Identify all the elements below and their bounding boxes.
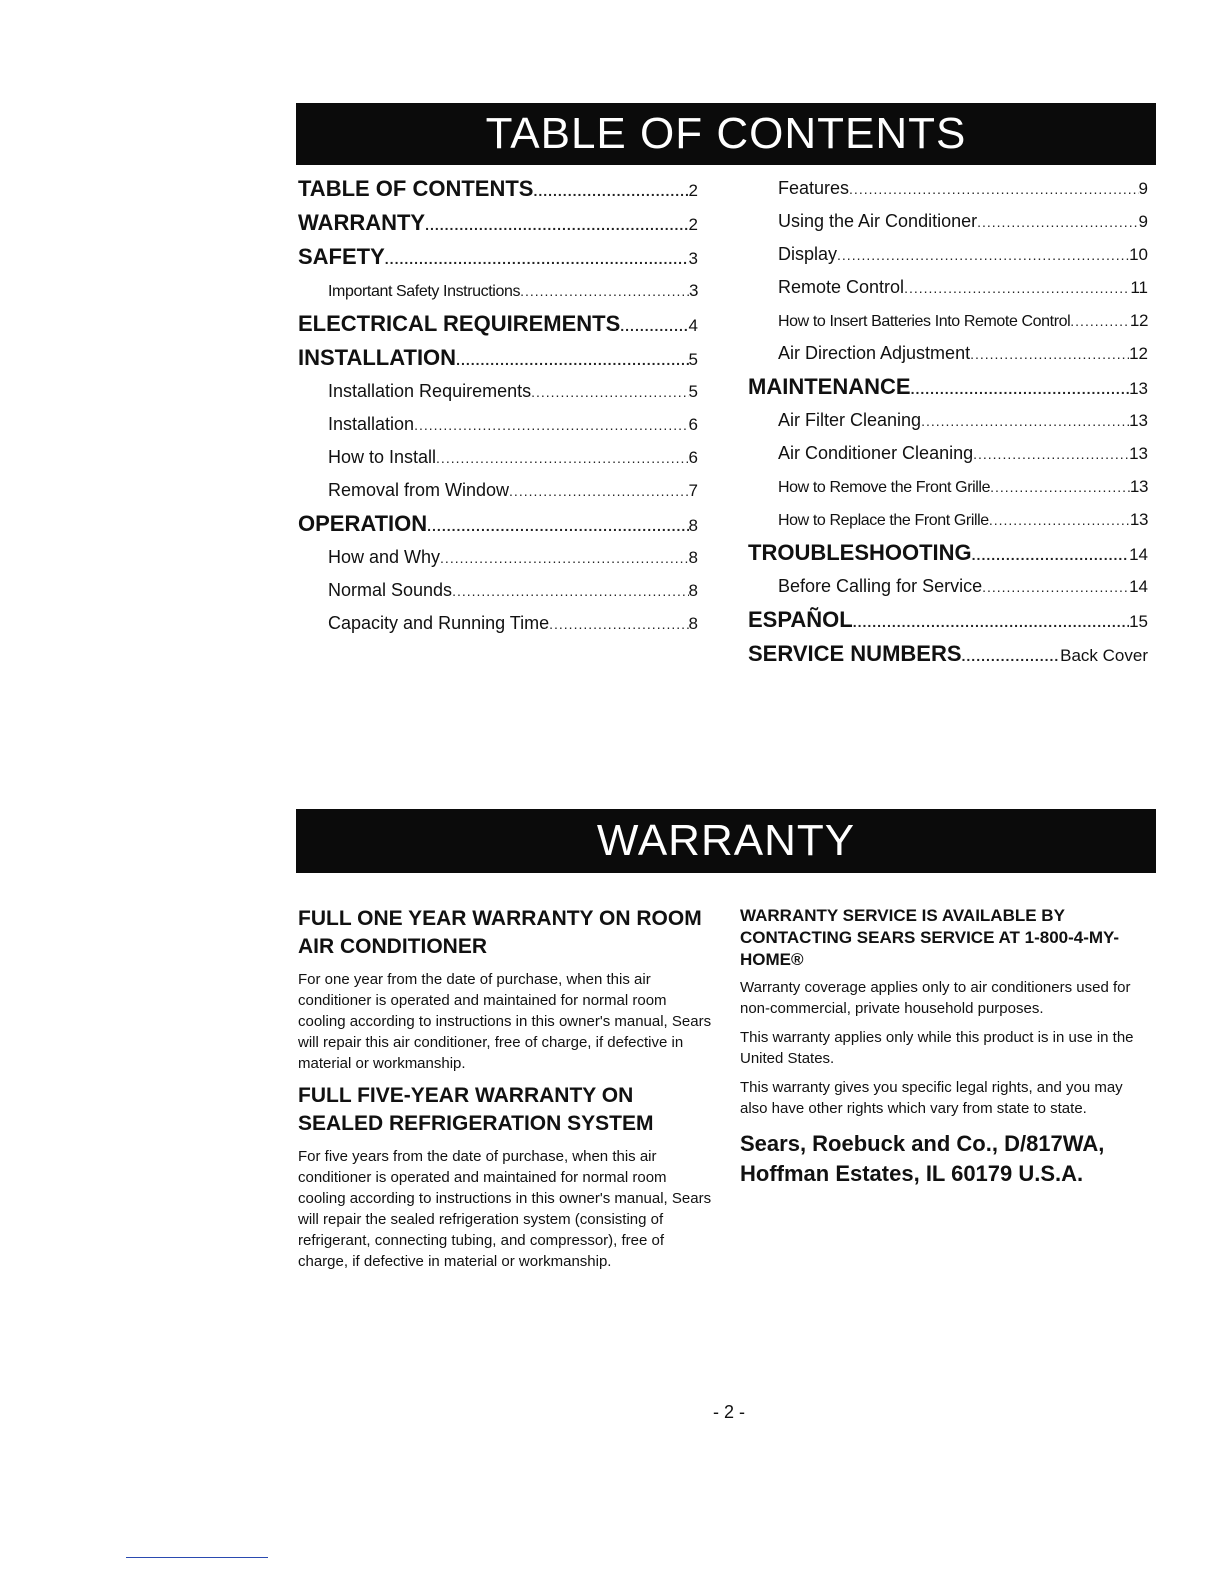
toc-entry-page: 3 bbox=[688, 281, 698, 300]
page-number: - 2 - bbox=[712, 1402, 745, 1422]
toc-dot-leader bbox=[427, 509, 688, 543]
toc-entry-page: 5 bbox=[688, 350, 698, 369]
toc-entry-title: Normal Sounds bbox=[328, 580, 453, 600]
toc-left-column bbox=[298, 172, 698, 640]
toc-dot-leader bbox=[970, 338, 1129, 371]
toc-dot-leader bbox=[977, 206, 1138, 239]
toc-entry-page: 3 bbox=[688, 249, 698, 268]
us-only-text: This warranty applies only while this product is in use in the United States. bbox=[740, 1029, 1134, 1067]
toc-entry-title: Removal from Window bbox=[328, 480, 510, 500]
toc-entry-page: 13 bbox=[1129, 444, 1148, 463]
toc-entry-removal-from-window bbox=[298, 474, 698, 507]
toc-dot-leader bbox=[620, 309, 688, 343]
toc-entry-page: 13 bbox=[1129, 411, 1148, 430]
toc-entry-page: 7 bbox=[688, 481, 698, 500]
toc-entry-title: Capacity and Running Time bbox=[328, 613, 550, 633]
toc-entry-title: Installation Requirements bbox=[328, 381, 532, 401]
toc-dot-leader bbox=[962, 639, 1061, 673]
warranty-left-column bbox=[298, 905, 714, 1280]
sears-address bbox=[740, 1129, 1140, 1189]
toc-entry-page: 4 bbox=[688, 316, 698, 335]
toc-entry-title: Air Direction Adjustment bbox=[778, 343, 971, 363]
toc-banner: TABLE OF CONTENTS bbox=[296, 103, 1156, 165]
toc-dot-leader bbox=[911, 372, 1130, 406]
toc-dot-leader bbox=[982, 571, 1129, 604]
toc-entry-title: Features bbox=[778, 178, 850, 198]
toc-entry-installation bbox=[298, 408, 698, 441]
toc-entry-how-to-replace-the-front-grille bbox=[748, 503, 1148, 536]
toc-entry-page: 14 bbox=[1129, 545, 1148, 564]
toc-entry-how-to-remove-the-front-grille bbox=[748, 470, 1148, 503]
toc-entry-title: Air Conditioner Cleaning bbox=[778, 443, 974, 463]
toc-entry-title: How to Install bbox=[328, 447, 437, 467]
toc-entry-remote-control bbox=[748, 271, 1148, 304]
toc-dot-leader bbox=[849, 173, 1138, 206]
toc-dot-leader bbox=[520, 275, 689, 308]
toc-entry-installation bbox=[298, 341, 698, 375]
toc-dot-leader bbox=[452, 575, 688, 608]
toc-entry-title: MAINTENANCE bbox=[748, 374, 911, 399]
toc-entry-title: Installation bbox=[328, 414, 415, 434]
toc-entry-air-direction-adjustment bbox=[748, 337, 1148, 370]
toc-dot-leader bbox=[853, 605, 1129, 639]
toc-entry-title: Using the Air Conditioner bbox=[778, 211, 978, 231]
toc-entry-title: INSTALLATION bbox=[298, 345, 457, 370]
toc-entry-before-calling-for-service bbox=[748, 570, 1148, 603]
toc-dot-leader bbox=[456, 343, 688, 377]
address-line-2: Hoffman Estates, IL 60179 U.S.A. bbox=[740, 1161, 1084, 1186]
coverage-text: Warranty coverage applies only to air conditioners used for non-commercial, private household purposes. bbox=[740, 979, 1131, 1017]
toc-entry-page: 13 bbox=[1129, 510, 1148, 529]
toc-entry-page: 8 bbox=[688, 548, 698, 567]
toc-entry-page: 13 bbox=[1129, 477, 1148, 496]
toc-dot-leader bbox=[440, 542, 688, 575]
toc-entry-page: 12 bbox=[1129, 311, 1148, 330]
toc-dot-leader bbox=[989, 504, 1130, 537]
toc-dot-leader bbox=[436, 442, 688, 475]
toc-entry-page: 5 bbox=[688, 382, 698, 401]
toc-entry-title: How to Replace the Front Grille bbox=[778, 512, 989, 529]
toc-entry-features bbox=[748, 172, 1148, 205]
toc-entry-normal-sounds bbox=[298, 574, 698, 607]
toc-entry-operation bbox=[298, 507, 698, 541]
toc-entry-troubleshooting bbox=[748, 536, 1148, 570]
toc-entry-title: ESPAÑOL bbox=[748, 607, 853, 632]
toc-entry-title: How to Insert Batteries Into Remote Control bbox=[778, 313, 1071, 330]
warranty-service-heading: WARRANTY SERVICE IS AVAILABLE BY CONTACTING SEARS SERVICE AT 1-800-4-MY-HOME® bbox=[740, 906, 1120, 969]
toc-entry-air-filter-cleaning bbox=[748, 404, 1148, 437]
legal-rights-text: This warranty gives you specific legal rights, and you may also have other rights which vary from state to state. bbox=[740, 1079, 1123, 1117]
toc-entry-title: How to Remove the Front Grille bbox=[778, 479, 991, 496]
one-year-warranty-heading: FULL ONE YEAR WARRANTY ON ROOM AIR CONDITIONER bbox=[298, 907, 702, 958]
toc-entry-page: 15 bbox=[1129, 612, 1148, 631]
toc-entry-title: Important Safety Instructions bbox=[328, 283, 521, 300]
toc-entry-page: 9 bbox=[1138, 179, 1148, 198]
toc-entry-title: TROUBLESHOOTING bbox=[748, 540, 972, 565]
toc-entry-service-numbers bbox=[748, 637, 1148, 671]
toc-dot-leader bbox=[549, 608, 688, 641]
toc-entry-page: 2 bbox=[688, 215, 698, 234]
toc-entry-title: ELECTRICAL REQUIREMENTS bbox=[298, 311, 621, 336]
toc-entry-electrical-requirements bbox=[298, 307, 698, 341]
toc-entry-how-to-install bbox=[298, 441, 698, 474]
footer-rule bbox=[126, 1557, 268, 1558]
toc-dot-leader bbox=[973, 438, 1129, 471]
toc-entry-page: 14 bbox=[1129, 577, 1148, 596]
toc-dot-leader bbox=[972, 538, 1129, 572]
toc-entry-title: Before Calling for Service bbox=[778, 576, 983, 596]
toc-entry-page: 8 bbox=[688, 581, 698, 600]
toc-entry-air-conditioner-cleaning bbox=[748, 437, 1148, 470]
toc-entry-title: WARRANTY bbox=[298, 210, 426, 235]
toc-entry-title: SERVICE NUMBERS bbox=[748, 641, 962, 666]
toc-dot-leader bbox=[904, 272, 1130, 305]
toc-entry-page: 8 bbox=[688, 516, 698, 535]
five-year-warranty-text: For five years from the date of purchase, when this air conditioner is operated and maintained for normal room cooling according to instructions in this owner's manual, Sears will repair the sealed refrigeration system (consisting of refrigerant, connecting tubing, and compressor), free of charge, if defective in material or workmanship. bbox=[298, 1148, 712, 1270]
toc-entry-title: How and Why bbox=[328, 547, 441, 567]
toc-entry-using-the-air-conditioner bbox=[748, 205, 1148, 238]
toc-dot-leader bbox=[509, 475, 688, 508]
toc-right-column bbox=[748, 172, 1148, 671]
toc-dot-leader bbox=[414, 409, 688, 442]
toc-entry-maintenance bbox=[748, 370, 1148, 404]
toc-entry-page: 10 bbox=[1129, 245, 1148, 264]
toc-entry-title: OPERATION bbox=[298, 511, 428, 536]
toc-entry-how-and-why bbox=[298, 541, 698, 574]
toc-entry-title: Display bbox=[778, 244, 838, 264]
toc-entry-title: SAFETY bbox=[298, 244, 385, 269]
warranty-right-column bbox=[740, 905, 1140, 1189]
toc-dot-leader bbox=[921, 405, 1129, 438]
toc-entry-espanol bbox=[748, 603, 1148, 637]
toc-entry-page: 6 bbox=[688, 415, 698, 434]
toc-dot-leader bbox=[425, 208, 688, 242]
address-line-1: Sears, Roebuck and Co., D/817WA, bbox=[740, 1131, 1105, 1156]
toc-entry-page: Back Cover bbox=[1060, 646, 1148, 665]
toc-entry-page: 11 bbox=[1130, 278, 1148, 297]
toc-dot-leader bbox=[990, 471, 1130, 504]
one-year-warranty-text: For one year from the date of purchase, when this air conditioner is operated and maintained for normal room cooling according to instructions in this owner's manual, Sears will repair this air conditioner, free of charge, if defective in material or workmanship. bbox=[298, 971, 712, 1072]
toc-dot-leader bbox=[385, 242, 689, 276]
toc-entry-installation-requirements bbox=[298, 375, 698, 408]
toc-entry-page: 12 bbox=[1129, 344, 1148, 363]
toc-dot-leader bbox=[531, 376, 688, 409]
five-year-warranty-heading: FULL FIVE-YEAR WARRANTY ON SEALED REFRIGERATION SYSTEM bbox=[298, 1084, 654, 1135]
toc-entry-title: Air Filter Cleaning bbox=[778, 410, 922, 430]
toc-entry-page: 13 bbox=[1129, 379, 1148, 398]
toc-entry-page: 2 bbox=[688, 181, 698, 200]
toc-entry-page: 8 bbox=[688, 614, 698, 633]
toc-entry-table-of-contents bbox=[298, 172, 698, 206]
toc-entry-capacity-and-running-time bbox=[298, 607, 698, 640]
toc-dot-leader bbox=[1070, 305, 1130, 338]
toc-entry-important-safety-instructions bbox=[298, 274, 698, 307]
toc-dot-leader bbox=[533, 174, 688, 208]
toc-entry-display bbox=[748, 238, 1148, 271]
toc-entry-title: Remote Control bbox=[778, 277, 905, 297]
toc-entry-page: 9 bbox=[1138, 212, 1148, 231]
toc-entry-warranty bbox=[298, 206, 698, 240]
toc-dot-leader bbox=[837, 239, 1129, 272]
toc-entry-how-to-insert-batteries-into-remote-control bbox=[748, 304, 1148, 337]
toc-entry-safety bbox=[298, 240, 698, 274]
toc-entry-title: TABLE OF CONTENTS bbox=[298, 176, 534, 201]
warranty-banner: WARRANTY bbox=[296, 809, 1156, 873]
toc-entry-page: 6 bbox=[688, 448, 698, 467]
